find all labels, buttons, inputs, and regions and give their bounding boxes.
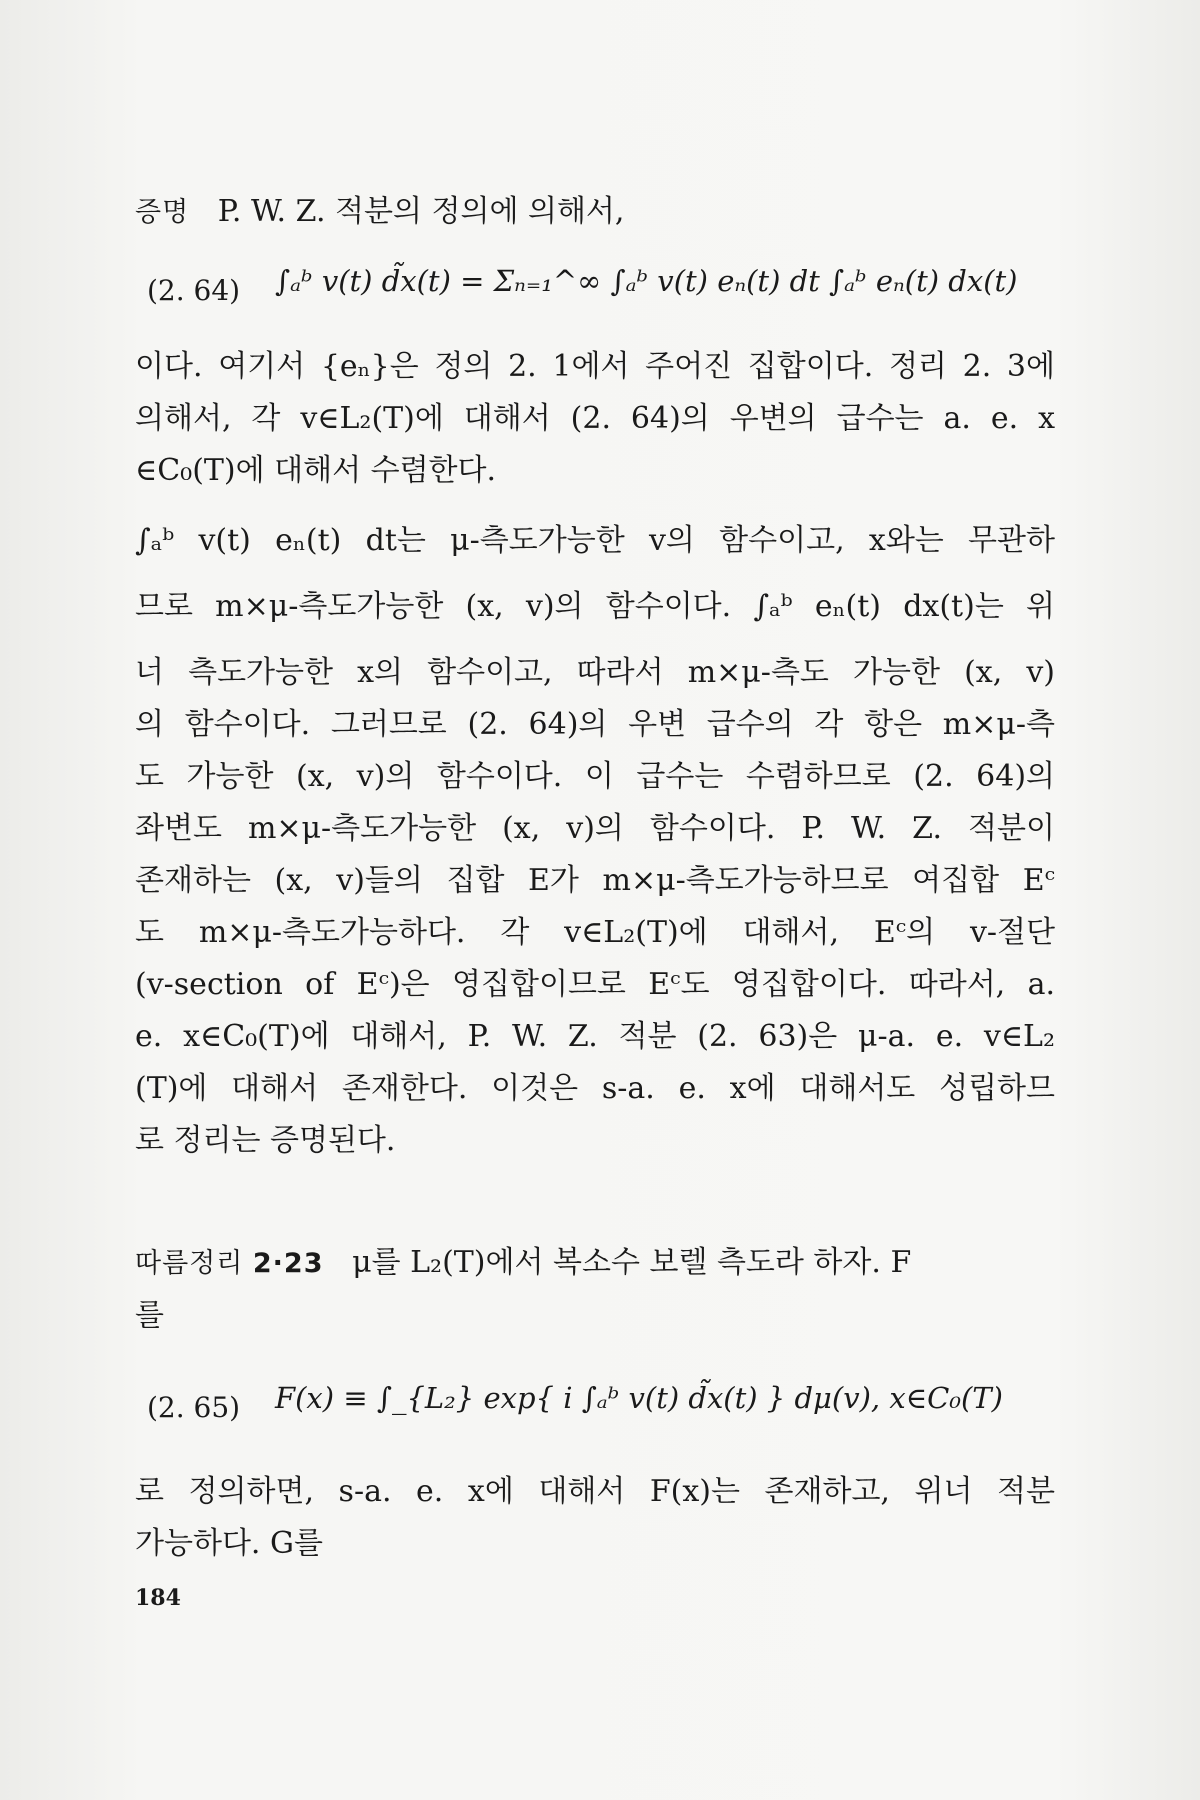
corollary-block [135, 1237, 1055, 1342]
text-line: ∫ₐᵇ v(t) eₙ(t) dt는 μ-측도가능한 v의 함수이고, x와는 무관하 [135, 523, 1055, 558]
text-line: 너 측도가능한 x의 함수이고, 따라서 m×μ-측도 가능한 (x, v) [135, 655, 1055, 690]
page-number: 184 [135, 1585, 181, 1611]
equation-2-65 [135, 1372, 1055, 1442]
spacer [135, 1167, 1055, 1237]
text-line: 가능하다. G를 [135, 1526, 323, 1561]
proof-heading-text: P. W. Z. 적분의 정의에 의해서, [217, 194, 625, 229]
text-line: 므로 m×μ-측도가능한 (x, v)의 함수이다. ∫ₐᵇ eₙ(t) dx(t)는 위 [135, 589, 1055, 624]
text-line: 이다. 여기서 {eₙ}은 정의 2. 1에서 주어진 집합이다. 정리 2. 3에 [135, 349, 1055, 384]
equation-formula: ∫ₐᵇ v(t) d̃x(t) = Σₙ₌₁^∞ ∫ₐᵇ v(t) eₙ(t) dt ∫ₐᵇ eₙ(t) dx(t) [275, 264, 1018, 298]
corollary-text: μ를 L₂(T)에서 복소수 보렐 측도라 하자. F [352, 1245, 912, 1280]
corollary-heading [135, 1237, 1055, 1290]
equation-2-64 [135, 255, 1055, 325]
corollary-text-continued: 를 [135, 1298, 164, 1333]
closing-text [135, 1466, 1055, 1570]
text-line: 의 함수이다. 그러므로 (2. 64)의 우변 급수의 각 항은 m×μ-측 [135, 707, 1055, 742]
text-line: (T)에 대해서 존재한다. 이것은 s-a. e. x에 대해서도 성립하므 [135, 1071, 1055, 1106]
page-content [135, 186, 1055, 1570]
text-line: (v-section of Eᶜ)은 영집합이므로 Eᶜ도 영집합이다. 따라서, a. [135, 967, 1055, 1002]
text-line: 도 m×μ-측도가능하다. 각 v∈L₂(T)에 대해서, Eᶜ의 v-절단 [135, 915, 1055, 950]
corollary-label: 따름정리 [135, 1248, 244, 1279]
text-line: e. x∈C₀(T)에 대해서, P. W. Z. 적분 (2. 63)은 μ-a. e. v∈L₂ [135, 1019, 1055, 1054]
equation-formula: F(x) ≡ ∫_{L₂} exp{ i ∫ₐᵇ v(t) d̃x(t) } dμ(v), x∈C₀(T) [275, 1381, 1003, 1415]
proof-heading [135, 186, 1055, 239]
text-line: ∈C₀(T)에 대해서 수렴한다. [135, 453, 497, 488]
equation-number: (2. 65) [147, 1391, 241, 1424]
equation-number: (2. 64) [147, 274, 241, 307]
text-line: 좌변도 m×μ-측도가능한 (x, v)의 함수이다. P. W. Z. 적분이 [135, 811, 1055, 846]
text-line: 로 정의하면, s-a. e. x에 대해서 F(x)는 존재하고, 위너 적분 [135, 1474, 1055, 1509]
proof-body [135, 341, 1055, 1167]
text-line: 의해서, 각 v∈L₂(T)에 대해서 (2. 64)의 우변의 급수는 a. e. x [135, 401, 1055, 436]
text-line: 도 가능한 (x, v)의 함수이다. 이 급수는 수렴하므로 (2. 64)의 [135, 759, 1055, 794]
text-line: 존재하는 (x, v)들의 집합 E가 m×μ-측도가능하므로 여집합 Eᶜ [135, 863, 1055, 898]
proof-label: 증명 [135, 197, 190, 228]
text-line: 로 정리는 증명된다. [135, 1123, 396, 1158]
corollary-number: 2·23 [252, 1248, 324, 1279]
